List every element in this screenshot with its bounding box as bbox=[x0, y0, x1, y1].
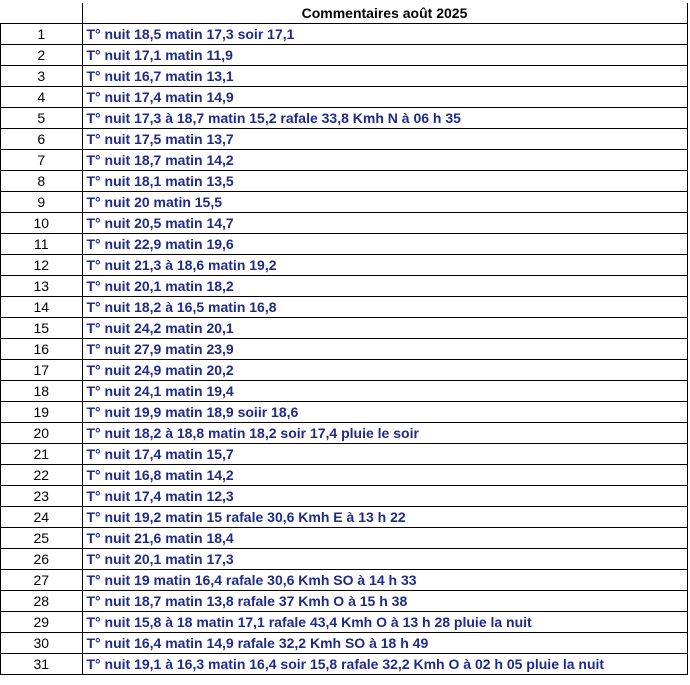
comment-cell[interactable]: T° nuit 16,8 matin 14,2 bbox=[82, 465, 687, 486]
day-number-cell[interactable]: 11 bbox=[1, 234, 83, 255]
table-row bbox=[1, 213, 688, 234]
table-row bbox=[1, 528, 688, 549]
day-number-cell[interactable]: 1 bbox=[1, 24, 83, 45]
table-row bbox=[1, 171, 688, 192]
comment-cell[interactable]: T° nuit 17,3 à 18,7 matin 15,2 rafale 33,8 Kmh N à 06 h 35 bbox=[82, 108, 687, 129]
comment-cell[interactable]: T° nuit 22,9 matin 19,6 bbox=[82, 234, 687, 255]
comment-cell[interactable]: T° nuit 17,5 matin 13,7 bbox=[82, 129, 687, 150]
day-number-cell[interactable]: 26 bbox=[1, 549, 83, 570]
comment-cell[interactable]: T° nuit 19,1 à 16,3 matin 16,4 soir 15,8 rafale 32,2 Kmh O à 02 h 05 pluie la nuit bbox=[82, 654, 687, 675]
table-row bbox=[1, 633, 688, 654]
day-number-cell[interactable]: 12 bbox=[1, 255, 83, 276]
table-row bbox=[1, 45, 688, 66]
comment-cell[interactable]: T° nuit 24,9 matin 20,2 bbox=[82, 360, 687, 381]
comment-cell[interactable]: T° nuit 21,3 à 18,6 matin 19,2 bbox=[82, 255, 687, 276]
day-number-cell[interactable]: 28 bbox=[1, 591, 83, 612]
comment-cell[interactable]: T° nuit 18,1 matin 13,5 bbox=[82, 171, 687, 192]
day-number-cell[interactable]: 14 bbox=[1, 297, 83, 318]
day-number-cell[interactable]: 4 bbox=[1, 87, 83, 108]
day-number-cell[interactable]: 2 bbox=[1, 45, 83, 66]
day-number-cell[interactable]: 6 bbox=[1, 129, 83, 150]
comment-cell[interactable]: T° nuit 17,4 matin 12,3 bbox=[82, 486, 687, 507]
comment-cell[interactable]: T° nuit 21,6 matin 18,4 bbox=[82, 528, 687, 549]
day-number-cell[interactable]: 18 bbox=[1, 381, 83, 402]
day-number-cell[interactable]: 15 bbox=[1, 318, 83, 339]
day-number-cell[interactable]: 30 bbox=[1, 633, 83, 654]
day-number-cell[interactable]: 25 bbox=[1, 528, 83, 549]
day-number-cell[interactable]: 16 bbox=[1, 339, 83, 360]
comment-cell[interactable]: T° nuit 20,1 matin 18,2 bbox=[82, 276, 687, 297]
comment-cell[interactable]: T° nuit 18,2 à 18,8 matin 18,2 soir 17,4 pluie le soir bbox=[82, 423, 687, 444]
header-comment-cell[interactable]: Commentaires août 2025 bbox=[82, 3, 687, 24]
day-number-cell[interactable]: 22 bbox=[1, 465, 83, 486]
day-number-cell[interactable]: 31 bbox=[1, 654, 83, 675]
day-number-cell[interactable]: 29 bbox=[1, 612, 83, 633]
day-number-cell[interactable]: 20 bbox=[1, 423, 83, 444]
comment-cell[interactable]: T° nuit 17,4 matin 15,7 bbox=[82, 444, 687, 465]
table-row bbox=[1, 276, 688, 297]
table-row bbox=[1, 486, 688, 507]
comment-cell[interactable]: T° nuit 18,5 matin 17,3 soir 17,1 bbox=[82, 24, 687, 45]
table-row bbox=[1, 192, 688, 213]
table-row bbox=[1, 507, 688, 528]
table-row bbox=[1, 444, 688, 465]
day-number-cell[interactable]: 5 bbox=[1, 108, 83, 129]
table-row bbox=[1, 360, 688, 381]
comment-cell[interactable]: T° nuit 16,4 matin 14,9 rafale 32,2 Kmh SO à 18 h 49 bbox=[82, 633, 687, 654]
day-number-cell[interactable]: 7 bbox=[1, 150, 83, 171]
table-row bbox=[1, 150, 688, 171]
table-row bbox=[1, 297, 688, 318]
day-number-cell[interactable]: 13 bbox=[1, 276, 83, 297]
table-row bbox=[1, 234, 688, 255]
comment-cell[interactable]: T° nuit 20 matin 15,5 bbox=[82, 192, 687, 213]
comment-cell[interactable]: T° nuit 19,2 matin 15 rafale 30,6 Kmh E à 13 h 22 bbox=[82, 507, 687, 528]
table-row bbox=[1, 549, 688, 570]
day-number-cell[interactable]: 24 bbox=[1, 507, 83, 528]
comment-cell[interactable]: T° nuit 19,9 matin 18,9 soiir 18,6 bbox=[82, 402, 687, 423]
table-row bbox=[1, 402, 688, 423]
comment-cell[interactable]: T° nuit 24,1 matin 19,4 bbox=[82, 381, 687, 402]
comment-cell[interactable]: T° nuit 17,1 matin 11,9 bbox=[82, 45, 687, 66]
header-row bbox=[1, 3, 688, 24]
table-row bbox=[1, 318, 688, 339]
comment-cell[interactable]: T° nuit 16,7 matin 13,1 bbox=[82, 66, 687, 87]
comment-cell[interactable]: T° nuit 18,2 à 16,5 matin 16,8 bbox=[82, 297, 687, 318]
comment-cell[interactable]: T° nuit 19 matin 16,4 rafale 30,6 Kmh SO à 14 h 33 bbox=[82, 570, 687, 591]
comment-cell[interactable]: T° nuit 17,4 matin 14,9 bbox=[82, 87, 687, 108]
day-number-cell[interactable]: 27 bbox=[1, 570, 83, 591]
comment-cell[interactable]: T° nuit 20,5 matin 14,7 bbox=[82, 213, 687, 234]
comment-cell[interactable]: T° nuit 20,1 matin 17,3 bbox=[82, 549, 687, 570]
comment-cell[interactable]: T° nuit 18,7 matin 14,2 bbox=[82, 150, 687, 171]
day-number-cell[interactable]: 8 bbox=[1, 171, 83, 192]
day-number-cell[interactable]: 17 bbox=[1, 360, 83, 381]
table-row bbox=[1, 255, 688, 276]
table-row bbox=[1, 591, 688, 612]
table-row bbox=[1, 129, 688, 150]
table-row bbox=[1, 654, 688, 675]
table-row bbox=[1, 339, 688, 360]
day-number-cell[interactable]: 21 bbox=[1, 444, 83, 465]
comment-cell[interactable]: T° nuit 15,8 à 18 matin 17,1 rafale 43,4 Kmh O à 13 h 28 pluie la nuit bbox=[82, 612, 687, 633]
comment-cell[interactable]: T° nuit 18,7 matin 13,8 rafale 37 Kmh O à 15 h 38 bbox=[82, 591, 687, 612]
comment-cell[interactable]: T° nuit 24,2 matin 20,1 bbox=[82, 318, 687, 339]
table-row bbox=[1, 66, 688, 87]
day-number-cell[interactable]: 23 bbox=[1, 486, 83, 507]
day-number-cell[interactable]: 9 bbox=[1, 192, 83, 213]
table-row bbox=[1, 612, 688, 633]
table-row bbox=[1, 381, 688, 402]
table-row bbox=[1, 570, 688, 591]
day-number-cell[interactable]: 10 bbox=[1, 213, 83, 234]
table-row bbox=[1, 87, 688, 108]
table-row bbox=[1, 423, 688, 444]
table-row bbox=[1, 24, 688, 45]
comments-table bbox=[0, 3, 688, 675]
day-number-cell[interactable]: 19 bbox=[1, 402, 83, 423]
comment-cell[interactable]: T° nuit 27,9 matin 23,9 bbox=[82, 339, 687, 360]
table-row bbox=[1, 465, 688, 486]
day-number-cell[interactable]: 3 bbox=[1, 66, 83, 87]
table-row bbox=[1, 108, 688, 129]
header-number-cell[interactable] bbox=[1, 3, 83, 24]
